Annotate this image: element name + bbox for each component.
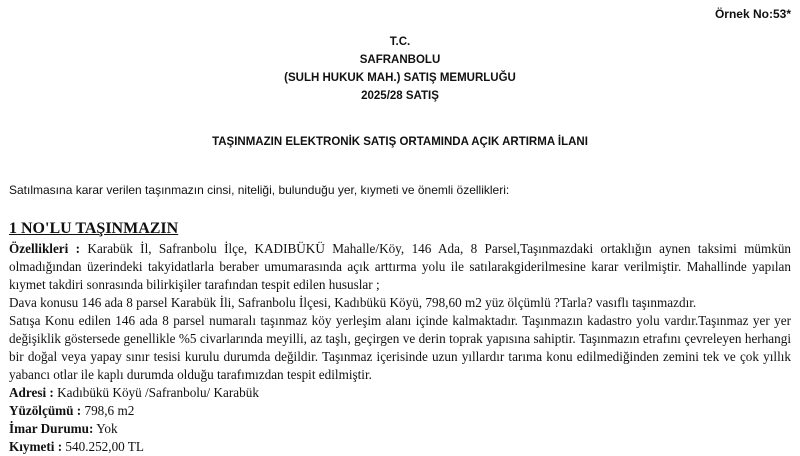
zoning-value: Yok <box>93 421 118 436</box>
announcement-title: TAŞINMAZIN ELEKTRONİK SATIŞ ORTAMINDA AÇIK ARTIRMA İLANI <box>212 136 588 148</box>
features-label: Özellikleri : <box>9 241 81 256</box>
area-value: 798,6 m2 <box>81 403 135 418</box>
area-label: Yüzölçümü : <box>9 403 82 418</box>
header-line-office: (SULH HUKUK MAH.) SATIŞ MEMURLUĞU <box>284 72 516 84</box>
address-row <box>9 384 791 402</box>
property-description <box>9 240 791 384</box>
description-paragraph-3: Satışa Konu edilen 146 ada 8 parsel numaralı taşınmaz köy yerleşim alanı içinde kalmaktadır. Taşınmazın kadastro yolu vardır.Taşınmaz yer yer değişiklik göstersede genellikle %5 civarlarında meyilli, az taşlı, geçirgen ve derin toprak yapısına sahiptir. Taşınmazın etrafını çevreleyen herhangi bir doğal veya yapay sınır tesisi kurulu durumda değildir. Taşınmaz içerisinde uzun yıllardır tarıma konu edilmediğinden zemini tek ve çok yıllık yabancı otlar ile kaplı durumda olduğu tarafımızdan tespit edilmiştir. <box>9 313 791 382</box>
value-row <box>9 438 791 456</box>
features-paragraph <box>9 240 791 294</box>
value-amount: 540.252,00 TL <box>62 439 144 454</box>
value-label: Kıymeti : <box>9 439 63 454</box>
header-line-case-no: 2025/28 SATIŞ <box>361 90 439 102</box>
address-label: Adresi : <box>9 385 54 400</box>
zoning-label: İmar Durumu: <box>9 421 94 436</box>
features-text: Karabük İl, Safranbolu İlçe, KADIBÜKÜ Mahalle/Köy, 146 Ada, 8 Parsel,Taşınmazdaki ortaklığın aynen taksimi mümkün olmadığından üzerindeki takyidatlarla beraber umumarasında açık arttırma yolu ile satılarakgiderilmesine karar verilmiştir. Mahallinde yapılan kıymet takdiri sonrasında bilirkişiler tarafından tespit edilen hususlar ; <box>9 241 792 292</box>
sample-number: Örnek No:53* <box>714 7 791 21</box>
address-value: Kadıbükü Köyü /Safranbolu/ Karabük <box>53 385 259 400</box>
header-line-tc: T.C. <box>389 36 411 48</box>
area-row <box>9 402 791 420</box>
header-line-city: SAFRANBOLU <box>359 54 441 66</box>
description-paragraph-2: Dava konusu 146 ada 8 parsel Karabük İli, Safranbolu İlçesi, Kadıbükü Köyü, 798,60 m2 yüz ölçümlü ?Tarla? vasıflı taşınmazdır. <box>9 295 697 310</box>
property-title: 1 NO'LU TAŞINMAZIN <box>9 220 179 237</box>
document-header <box>0 33 800 105</box>
intro-text: Satılmasına karar verilen taşınmazın cinsi, niteliği, bulunduğu yer, kıymeti ve önemli özellikleri: <box>9 183 510 197</box>
zoning-row <box>9 420 791 438</box>
property-section <box>9 219 791 456</box>
